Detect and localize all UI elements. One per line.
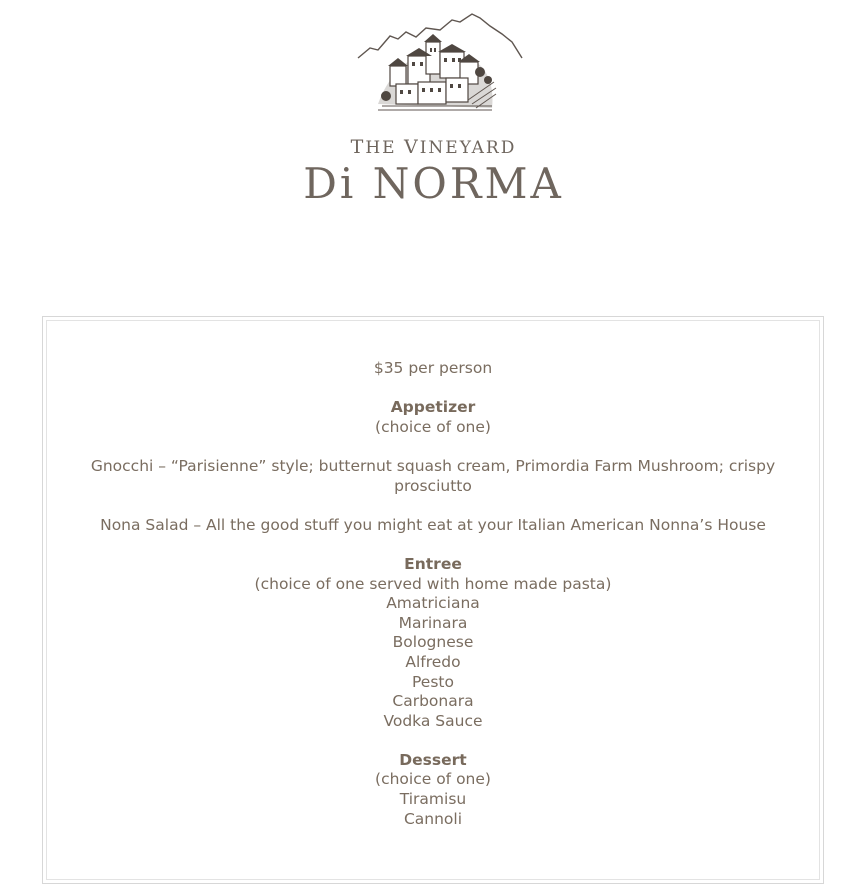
appetizer-note: (choice of one) bbox=[375, 417, 491, 436]
brand-title-norma: NORMA bbox=[372, 159, 564, 208]
entree-item-alfredo: Alfredo bbox=[405, 652, 461, 671]
brand-subtitle-cap-t: T bbox=[350, 136, 366, 158]
entree-item-vodka-sauce: Vodka Sauce bbox=[383, 711, 483, 730]
appetizer-item-gnocchi-continued: prosciutto bbox=[394, 476, 472, 495]
entree-note: (choice of one served with home made pasta) bbox=[254, 574, 612, 593]
entree-item-marinara: Marinara bbox=[398, 613, 468, 632]
dessert-item-cannoli: Cannoli bbox=[403, 809, 463, 828]
appetizer-heading: Appetizer bbox=[390, 398, 476, 417]
entree-item-bolognese: Bolognese bbox=[392, 633, 474, 652]
dessert-heading: Dessert bbox=[399, 750, 467, 769]
menu-price: $35 per person bbox=[373, 359, 493, 377]
brand-title-di: Di bbox=[303, 159, 357, 208]
entree-item-pesto: Pesto bbox=[412, 672, 454, 691]
brand-subtitle-cap-v: V bbox=[403, 136, 420, 158]
vineyard-hill-logo-icon bbox=[356, 12, 524, 120]
menu-frame bbox=[42, 316, 824, 884]
appetizer-item-nona-salad: Nona Salad – All the good stuff you might eat at your Italian American Nonna’s House bbox=[100, 515, 766, 534]
entree-item-amatriciana: Amatriciana bbox=[386, 594, 480, 613]
entree-item-carbonara: Carbonara bbox=[392, 692, 474, 711]
appetizer-item-gnocchi: Gnocchi – “Parisienne” style; butternut squash cream, Primordia Farm Mushroom; crispy bbox=[90, 456, 776, 475]
dessert-note: (choice of one) bbox=[375, 770, 491, 789]
entree-heading: Entree bbox=[404, 554, 462, 573]
dessert-item-tiramisu: Tiramisu bbox=[399, 790, 467, 809]
brand-subtitle-word-vineyard: INEYARD bbox=[419, 138, 517, 158]
brand-subtitle bbox=[0, 136, 867, 158]
brand-subtitle-word-the: HE bbox=[365, 138, 404, 158]
menu-content bbox=[47, 359, 819, 829]
brand-title bbox=[0, 158, 867, 210]
